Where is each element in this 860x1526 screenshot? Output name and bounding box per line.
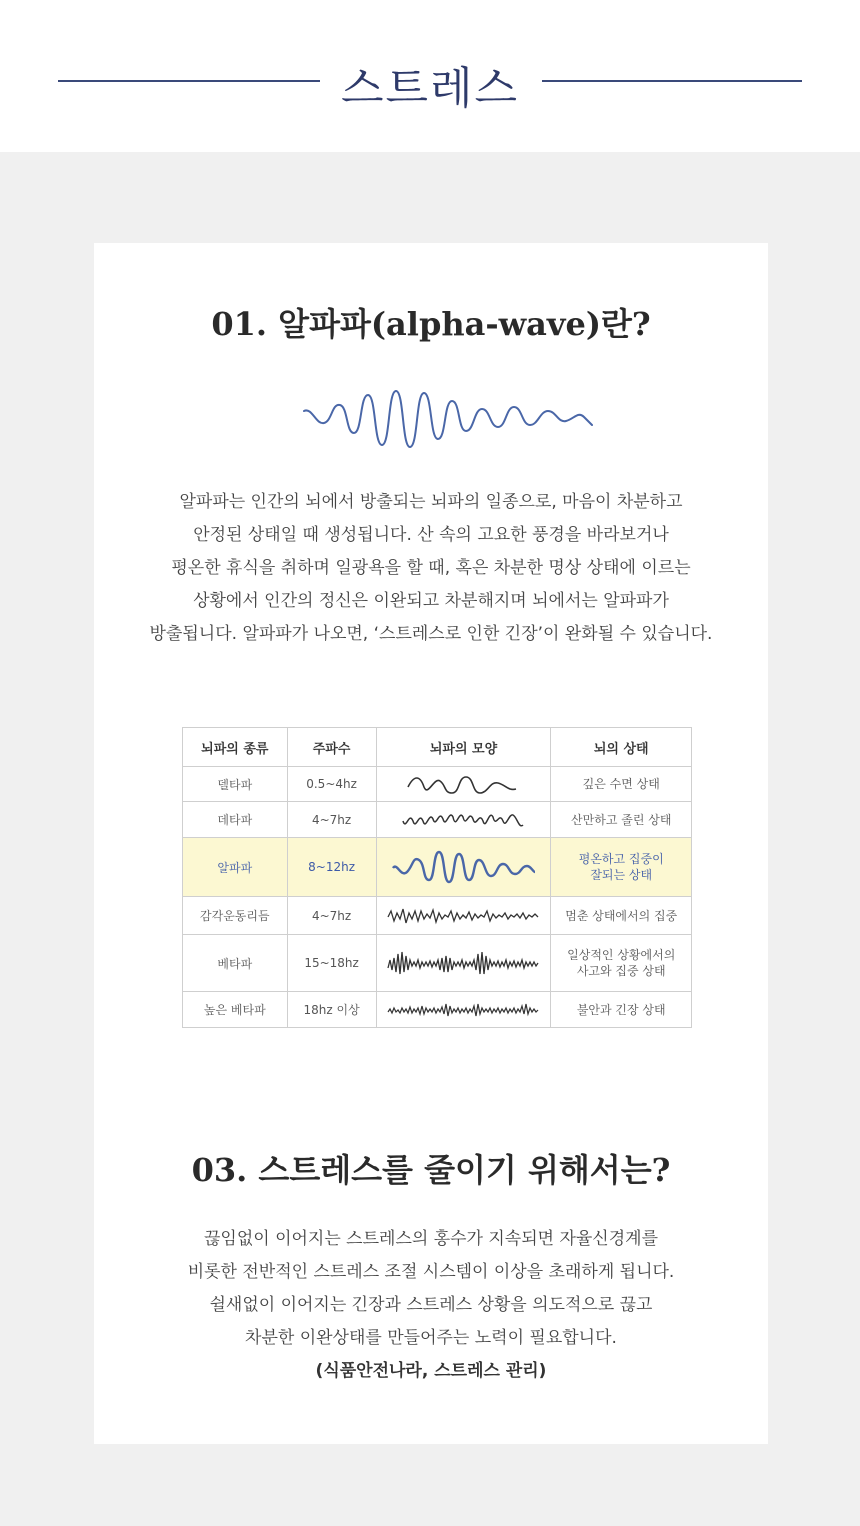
wave-frequency: 4~7hz — [287, 802, 376, 838]
reduce-stress-description — [94, 1223, 768, 1388]
delta-wave-shape — [376, 767, 551, 802]
wave-name: 알파파 — [183, 838, 288, 897]
header-frequency: 주파수 — [287, 728, 376, 767]
table-row — [183, 992, 692, 1028]
brain-state: 평온하고 집중이 잘되는 상태 — [551, 838, 692, 897]
brain-state: 불안과 긴장 상태 — [551, 992, 692, 1028]
theta-wave-shape — [376, 802, 551, 838]
wave-frequency: 15~18hz — [287, 935, 376, 992]
wave-frequency: 18hz 이상 — [287, 992, 376, 1028]
wave-name: 베타파 — [183, 935, 288, 992]
brain-state: 멈춘 상태에서의 집중 — [551, 897, 692, 935]
alpha-description-line: 안정된 상태일 때 생성됩니다. 산 속의 고요한 풍경을 바라보거나 — [193, 525, 669, 545]
brain-state: 깊은 수면 상태 — [551, 767, 692, 802]
smr-wave-shape — [376, 897, 551, 935]
alpha-description-line: 알파파는 인간의 뇌에서 방출되는 뇌파의 일종으로, 마음이 차분하고 — [179, 492, 683, 512]
reduce-stress-line: 차분한 이완상태를 만들어주는 노력이 필요합니다. — [245, 1328, 617, 1348]
source-reference: (식품안전나라, 스트레스 관리) — [315, 1361, 547, 1381]
wave-frequency: 0.5~4hz — [287, 767, 376, 802]
reduce-stress-line: 쉴새없이 이어지는 긴장과 스트레스 상황을 의도적으로 끊고 — [209, 1295, 653, 1315]
content-card — [94, 243, 768, 1444]
wave-name: 감각운동리듬 — [183, 897, 288, 935]
page-header — [0, 0, 860, 152]
brainwave-table — [182, 727, 692, 1028]
table-row — [183, 802, 692, 838]
table-row — [183, 767, 692, 802]
reduce-stress-line: 끊임없이 이어지는 스트레스의 홍수가 지속되면 자율신경계를 — [204, 1229, 658, 1249]
brain-state: 산만하고 졸린 상태 — [551, 802, 692, 838]
alpha-description-line: 평온한 휴식을 취하며 일광욕을 할 때, 혹은 차분한 명상 상태에 이르는 — [171, 558, 691, 578]
wave-name: 델타파 — [183, 767, 288, 802]
header-wave-type: 뇌파의 종류 — [183, 728, 288, 767]
alpha-description-line: 방출됩니다. 알파파가 나오면, ‘스트레스로 인한 긴장’이 완화될 수 있습니다. — [149, 624, 713, 644]
header-divider-right — [542, 80, 802, 82]
alpha-wave-shape — [376, 838, 551, 897]
alpha-description — [94, 486, 768, 651]
table-row — [183, 897, 692, 935]
header-brain-state: 뇌의 상태 — [551, 728, 692, 767]
wave-frequency: 4~7hz — [287, 897, 376, 935]
table-row-highlighted — [183, 838, 692, 897]
high-beta-wave-shape — [376, 992, 551, 1028]
alpha-description-line: 상황에서 인간의 정신은 이완되고 차분해지며 뇌에서는 알파파가 — [193, 591, 669, 611]
table-header-row — [183, 728, 692, 767]
reduce-stress-line: 비롯한 전반적인 스트레스 조절 시스템이 이상을 초래하게 됩니다. — [187, 1262, 675, 1282]
section-alpha-title: 01. 알파파(alpha-wave)란? — [211, 305, 651, 343]
wave-name: 데타파 — [183, 802, 288, 838]
page-title: 스트레스 — [340, 63, 519, 114]
alpha-wave-illustration — [302, 389, 594, 449]
wave-frequency: 8~12hz — [287, 838, 376, 897]
section-reduce-stress-title: 03. 스트레스를 줄이기 위해서는? — [191, 1151, 671, 1189]
wave-name: 높은 베타파 — [183, 992, 288, 1028]
beta-wave-shape — [376, 935, 551, 992]
table-row — [183, 935, 692, 992]
header-wave-shape: 뇌파의 모양 — [376, 728, 551, 767]
brain-state: 일상적인 상황에서의 사고와 집중 상태 — [551, 935, 692, 992]
